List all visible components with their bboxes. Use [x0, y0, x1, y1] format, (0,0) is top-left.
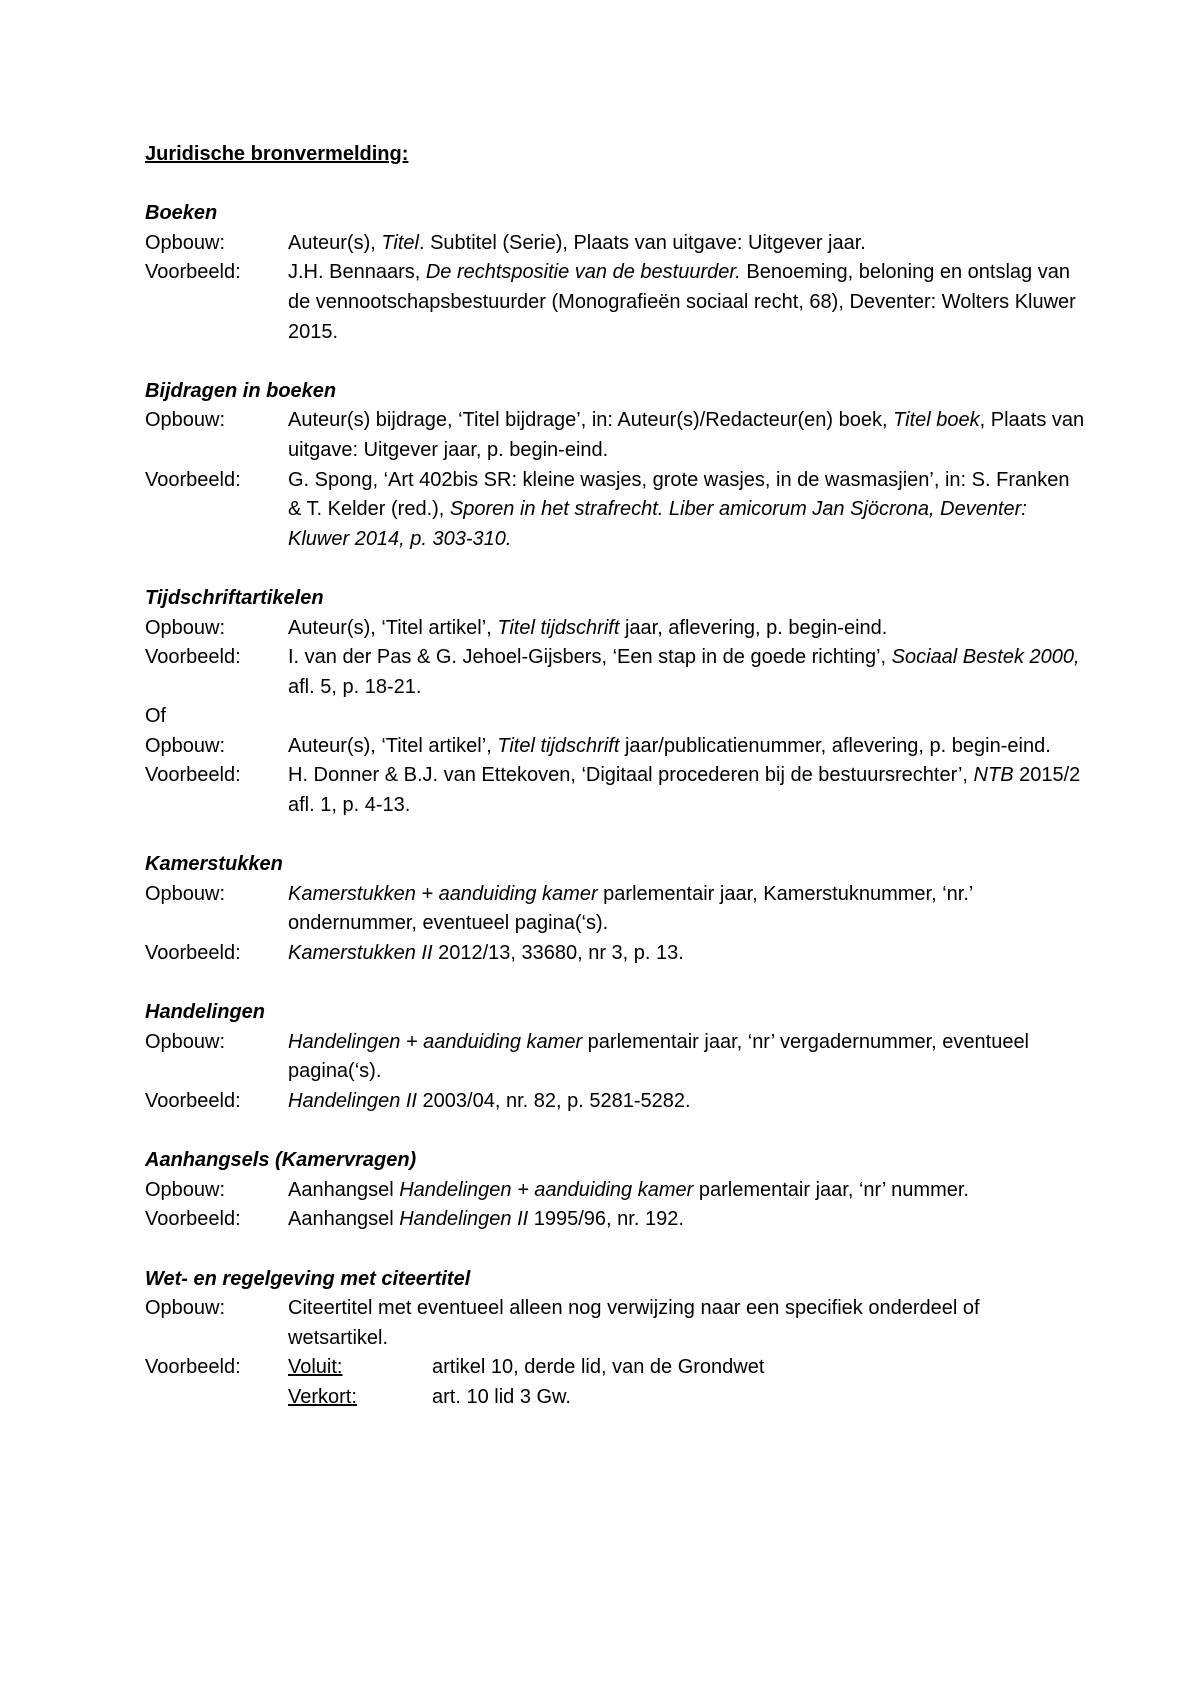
voorbeeld-label: Voorbeeld:	[145, 1208, 241, 1231]
voorbeeld-label: Voorbeeld:	[145, 764, 241, 787]
voorbeeld-row	[145, 1087, 1085, 1117]
section-heading: Bijdragen in boeken	[145, 379, 337, 402]
verkort-value: art. 10 lid 3 Gw.	[432, 1385, 571, 1408]
text: Auteur(s), ‘Titel artikel’,	[288, 616, 498, 639]
text: Benoeming, beloning en ontslag van de vennootschapsbestuurder (Monografieën sociaal recht, 68), Deventer: Wolters Kluwer 2015.	[288, 261, 1076, 343]
italic-text: Kamerstukken II	[288, 942, 433, 965]
italic-text: Titel tijdschrift	[497, 734, 620, 757]
opbouw-label: Opbouw:	[145, 1030, 226, 1053]
text: jaar, aflevering, p. begin-eind.	[619, 616, 888, 639]
voorbeeld-label: Voorbeeld:	[145, 261, 241, 284]
verkort-row	[288, 1383, 1085, 1413]
opbouw-row	[145, 614, 1085, 644]
opbouw-value: Citeertitel met eventueel alleen nog verwijzing naar een specifiek onderdeel of wetsartikel.	[288, 1297, 980, 1349]
section-aanhangsels	[145, 1146, 1085, 1235]
text: parlementair jaar, Kamerstuknummer, ‘nr.’ ondernummer, eventueel pagina(‘s).	[288, 882, 973, 935]
section-heading: Aanhangsels (Kamervragen)	[145, 1149, 417, 1172]
text: G. Spong, ‘Art 402bis SR: kleine wasjes, grote wasjes, in de wasmasjien’, in: S. Franken & T. Kelder (red.),	[288, 468, 1070, 521]
opbouw-value	[288, 614, 1085, 644]
voorbeeld-row	[145, 466, 1085, 555]
italic-text: Titel tijdschrift	[497, 616, 620, 639]
voorbeeld-value	[288, 1353, 1085, 1412]
voorbeeld-row	[145, 939, 1085, 969]
section-bijdragen	[145, 377, 1085, 555]
opbouw-value	[288, 732, 1085, 762]
section-boeken	[145, 199, 1085, 347]
opbouw-label: Opbouw:	[145, 882, 226, 905]
section-heading: Boeken	[145, 202, 218, 225]
text: , Plaats van uitgave: Uitgever jaar, p. begin-eind.	[288, 409, 1085, 461]
voorbeeld-row	[145, 643, 1085, 702]
voorbeeld-label: Voorbeeld:	[145, 468, 241, 491]
italic-text: Handelingen + aanduiding kamer	[399, 1178, 694, 1201]
opbouw-row	[145, 406, 1085, 465]
text: 1995/96, nr. 192.	[528, 1208, 684, 1231]
opbouw-label: Opbouw:	[145, 409, 226, 432]
text: 2012/13, 33680, nr 3, p. 13.	[432, 942, 684, 965]
opbouw-row	[145, 1176, 1085, 1206]
voorbeeld-value	[288, 761, 1085, 820]
voorbeeld-value	[288, 258, 1085, 347]
text: 2015/2 afl. 1, p. 4-13.	[288, 764, 1081, 817]
voorbeeld-value	[288, 1087, 1085, 1117]
italic-text: Sporen in het strafrecht. Liber amicorum Jan Sjöcrona, Deventer: Kluwer 2014, p. 303-310.	[288, 498, 1027, 550]
opbouw-value	[288, 880, 1085, 939]
section-tijdschrift	[145, 584, 1085, 821]
voorbeeld-row	[145, 1353, 1085, 1412]
opbouw-label: Opbouw:	[145, 734, 226, 757]
italic-text: Titel boek	[893, 409, 980, 432]
voorbeeld-label: Voorbeeld:	[145, 1090, 241, 1112]
italic-text: Handelingen + aanduiding kamer	[288, 1030, 583, 1053]
voorbeeld-value	[288, 466, 1085, 555]
text: I. van der Pas & G. Jehoel-Gijsbers, ‘Een stap in de goede richting’,	[288, 646, 892, 669]
text: Aanhangsel	[288, 1208, 400, 1231]
voorbeeld-value	[288, 939, 1085, 969]
section-heading: Wet- en regelgeving met citeertitel	[145, 1267, 471, 1290]
of-label: Of	[145, 705, 167, 728]
opbouw-row	[145, 1294, 1085, 1353]
voorbeeld-row	[145, 258, 1085, 347]
verkort-label: Verkort:	[288, 1385, 357, 1408]
italic-text: NTB	[973, 764, 1014, 787]
voorbeeld-label: Voorbeeld:	[145, 942, 241, 965]
text: parlementair jaar, ‘nr’ nummer.	[693, 1178, 969, 1201]
opbouw-row	[145, 732, 1085, 762]
opbouw-value	[288, 406, 1085, 465]
opbouw-label: Opbouw:	[145, 231, 226, 254]
document-page	[145, 140, 1085, 1442]
italic-text: Titel	[381, 231, 419, 254]
opbouw-value	[288, 1176, 1085, 1206]
text: Auteur(s), ‘Titel artikel’,	[288, 734, 498, 757]
italic-text: Handelingen II	[399, 1208, 529, 1231]
italic-text: De rechtspositie van de bestuurder.	[425, 261, 741, 284]
document-title: Juridische bronvermelding:	[145, 143, 409, 165]
opbouw-row	[145, 880, 1085, 939]
opbouw-value	[288, 229, 1085, 259]
voorbeeld-value	[288, 643, 1085, 702]
italic-text: Kamerstukken + aanduiding kamer	[288, 882, 598, 905]
text: Auteur(s) bijdrage, ‘Titel bijdrage’, in: Auteur(s)/Redacteur(en) boek,	[288, 409, 894, 432]
voluit-value: artikel 10, derde lid, van de Grondwet	[432, 1356, 765, 1379]
section-wetgeving	[145, 1265, 1085, 1413]
voorbeeld-row	[145, 761, 1085, 820]
section-heading: Kamerstukken	[145, 853, 283, 876]
text: Aanhangsel	[288, 1178, 400, 1201]
text: Auteur(s),	[288, 231, 382, 254]
italic-text: Handelingen II	[288, 1090, 417, 1112]
opbouw-row	[145, 1028, 1085, 1087]
text: afl. 5, p. 18-21.	[288, 675, 422, 698]
opbouw-label: Opbouw:	[145, 616, 226, 639]
voorbeeld-label: Voorbeeld:	[145, 1356, 241, 1379]
opbouw-value	[288, 1028, 1085, 1087]
text: J.H. Bennaars,	[288, 261, 426, 284]
voorbeeld-label: Voorbeeld:	[145, 646, 241, 669]
opbouw-row	[145, 229, 1085, 259]
section-kamerstukken	[145, 850, 1085, 968]
opbouw-label: Opbouw:	[145, 1178, 226, 1201]
text: H. Donner & B.J. van Ettekoven, ‘Digitaal procederen bij de bestuursrechter’,	[288, 764, 974, 787]
voluit-row	[288, 1353, 1085, 1383]
text: . Subtitel (Serie), Plaats van uitgave: Uitgever jaar.	[418, 231, 866, 254]
italic-text: Sociaal Bestek 2000,	[891, 646, 1080, 669]
opbouw-label: Opbouw:	[145, 1297, 226, 1320]
voorbeeld-row	[145, 1205, 1085, 1235]
section-heading: Tijdschriftartikelen	[145, 586, 324, 609]
voluit-label: Voluit:	[288, 1356, 343, 1379]
voorbeeld-value	[288, 1205, 1085, 1235]
text: jaar/publicatienummer, aflevering, p. begin-eind.	[619, 734, 1051, 757]
section-handelingen	[145, 998, 1085, 1116]
text: parlementair jaar, ‘nr’ vergadernummer, eventueel pagina(‘s).	[288, 1030, 1030, 1083]
section-heading: Handelingen	[145, 1001, 266, 1024]
text: 2003/04, nr. 82, p. 5281-5282.	[416, 1090, 691, 1112]
